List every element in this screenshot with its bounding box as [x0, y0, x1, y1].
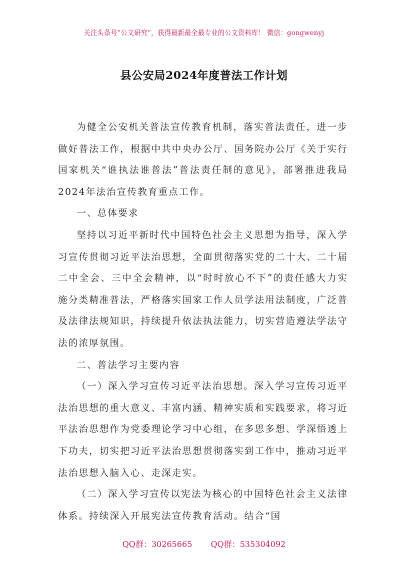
header-banner: 关注头条号“公文研究”，获得最新最全最专业的公文资料库！ 微信：gongwenyj: [83, 29, 325, 37]
qq-group-1: QQ群：30265665: [122, 540, 193, 549]
document-title: 县公安局2024年度普法工作计划: [120, 69, 288, 82]
document-body: [58, 117, 348, 527]
section-1-paragraph: 坚持以习近平新时代中国特色社会主义思想为指导，深入学习宣传贯彻习近平法治思想，全面贯彻落实党的二十大、二十届二中全会、三中全会精神，以“时时放心不下”的责任感大力实施分类精准普法，严格落实国家工作人员学法用法制度，广泛普及法律法规知识，持续提升依法执法能力，切实营造遵法学法守法的浓厚氛围。: [58, 229, 348, 349]
intro-paragraph: 为健全公安机关普法宣传教育机制，落实普法责任，进一步做好普法工作，根据中共中央办公厅、国务院办公厅《关于实行国家机关“谁执法谁普法”普法责任制的意见》，部署推进我局2024年法治宣传教育重点工作。: [58, 122, 348, 198]
item-1-paragraph: （一）深入学习宣传习近平法治思想。深入学习宣传习近平法治思想的重大意义、丰富内涵、精神实质和实践要求，将习近平法治思想作为党委理论学习中心组，在多思多想、学深悟透上下功夫，切实把习近平法治思想贯彻落实到工作中，推动习近平法治思想入脑入心、走深走实。: [58, 381, 348, 479]
item-2-paragraph: （二）深入学习宣传以宪法为核心的中国特色社会主义法律体系。持续深入开展宪法宣传教育活动。结合“国: [58, 489, 348, 522]
section-2-heading: 二、普法学习主要内容: [76, 359, 181, 371]
footer-contact: [0, 539, 408, 550]
qq-group-2: QQ群：535304092: [210, 540, 286, 549]
section-1-heading: 一、总体要求: [76, 208, 139, 220]
